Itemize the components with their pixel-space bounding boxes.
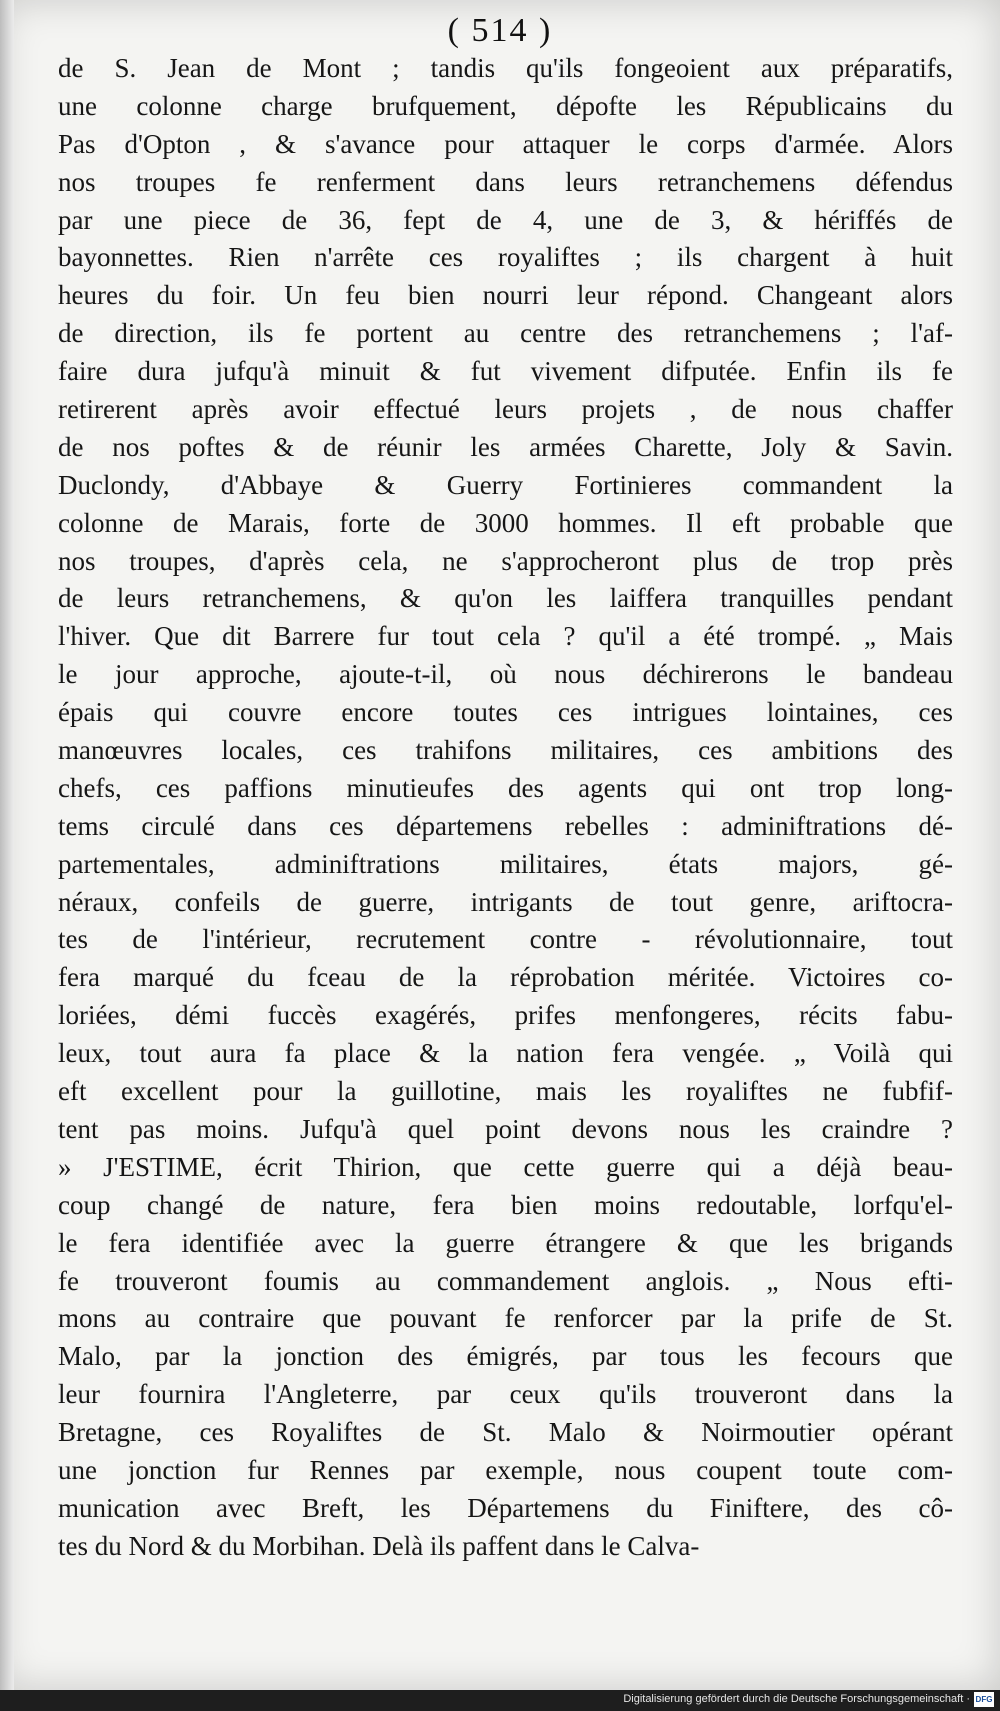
text-line: de S. Jean de Mont ; tandis qu'ils fongeoient aux préparatifs, — [58, 53, 953, 83]
text-line: néraux, confeils de guerre, intrigants de tout genre, ariftocra- — [58, 886, 953, 917]
text-line: bayonnettes. Rien n'arrête ces royaliftes ; ils chargent à huit — [58, 242, 953, 273]
digitization-credit: Digitalisierung gefördert durch die Deutsche Forschungsgemeinschaft · — [623, 1693, 970, 1705]
text-line: de nos poftes & de réunir les armées Charette, Joly & Savin. — [58, 431, 953, 462]
text-line: nos troupes, d'après cela, ne s'approcheront plus de trop près — [58, 545, 953, 576]
text-line: tems circulé dans ces départemens rebelles : adminiftrations dé- — [58, 810, 953, 841]
text-line: faire dura jufqu'à minuit & fut vivement difputée. Enfin ils fe — [58, 356, 953, 387]
text-line: nos troupes fe renferment dans leurs retranchemens défendus — [58, 166, 953, 197]
text-line: coup changé de nature, fera bien moins redoutable, lorfqu'el- — [58, 1189, 953, 1220]
text-line: tent pas moins. Jufqu'à quel point devons nous les craindre ? — [58, 1113, 953, 1144]
text-line: Pas d'Opton , & s'avance pour attaquer le corps d'armée. Alors — [58, 128, 953, 159]
text-line: leur fournira l'Angleterre, par ceux qu'ils trouveront dans la — [58, 1379, 953, 1410]
text-line: loriées, démi fuccès exagérés, prifes menfongeres, récits fabu- — [58, 1000, 953, 1031]
text-line: une colonne charge brufquement, dépofte les Républicains du — [58, 90, 953, 121]
text-line: retirerent après avoir effectué leurs projets , de nous chaffer — [58, 394, 953, 425]
page-binding-edge — [0, 0, 14, 1690]
text-line: fera marqué du fceau de la réprobation méritée. Victoires co- — [58, 962, 953, 993]
text-line: partementales, adminiftrations militaires, états majors, gé- — [58, 848, 953, 879]
text-line: le fera identifiée avec la guerre étrangere & que les brigands — [58, 1227, 953, 1258]
text-line: par une piece de 36, fept de 4, une de 3, & hériffés de — [58, 204, 953, 235]
page-number: ( 514 ) — [447, 12, 553, 49]
text-line: Malo, par la jonction des émigrés, par tous les fecours que — [58, 1341, 953, 1372]
text-line: heures du foir. Un feu bien nourri leur répond. Changeant alors — [58, 280, 953, 311]
text-line: manœuvres locales, ces trahifons militaires, ces ambitions des — [58, 735, 953, 766]
text-line: Duclondy, d'Abbaye & Guerry Fortinieres commandent la — [58, 469, 953, 500]
text-line: munication avec Breft, les Départemens du Finiftere, des cô- — [58, 1492, 953, 1523]
text-line: épais qui couvre encore toutes ces intrigues lointaines, ces — [58, 697, 953, 728]
dfg-logo: DFG — [974, 1692, 994, 1707]
text-line: l'hiver. Que dit Barrere fur tout cela ? qu'il a été trompé. „ Mais — [58, 621, 953, 652]
text-line: mons au contraire que pouvant fe renforcer par la prife de St. — [58, 1303, 953, 1334]
text-line: de leurs retranchemens, & qu'on les laiffera tranquilles pendant — [58, 583, 953, 614]
text-line: colonne de Marais, forte de 3000 hommes. Il eft probable que — [58, 507, 953, 538]
text-line: chefs, ces paffions minutieufes des agents qui ont trop long- — [58, 772, 953, 803]
body-text — [58, 50, 953, 1566]
text-line: leux, tout aura fa place & la nation fera vengée. „ Voilà qui — [58, 1038, 953, 1069]
text-line: Bretagne, ces Royaliftes de St. Malo & Noirmoutier opérant — [58, 1417, 953, 1448]
text-line: de direction, ils fe portent au centre des retranchemens ; l'af- — [58, 318, 953, 349]
text-line: eft excellent pour la guillotine, mais les royaliftes ne fubfif- — [58, 1076, 953, 1107]
text-line: tes de l'intérieur, recrutement contre - révolutionnaire, tout — [58, 924, 953, 955]
text-line: » J'ESTIME, écrit Thirion, que cette guerre qui a déjà beau- — [58, 1151, 953, 1182]
text-line: fe trouveront foumis au commandement anglois. „ Nous efti- — [58, 1265, 953, 1296]
text-line: tes du Nord & du Morbihan. Delà ils paffent dans le Calva- — [58, 1530, 700, 1561]
text-line: le jour approche, ajoute-t-il, où nous déchirerons le bandeau — [58, 659, 953, 690]
text-line: une jonction fur Rennes par exemple, nous coupent toute com- — [58, 1454, 953, 1485]
